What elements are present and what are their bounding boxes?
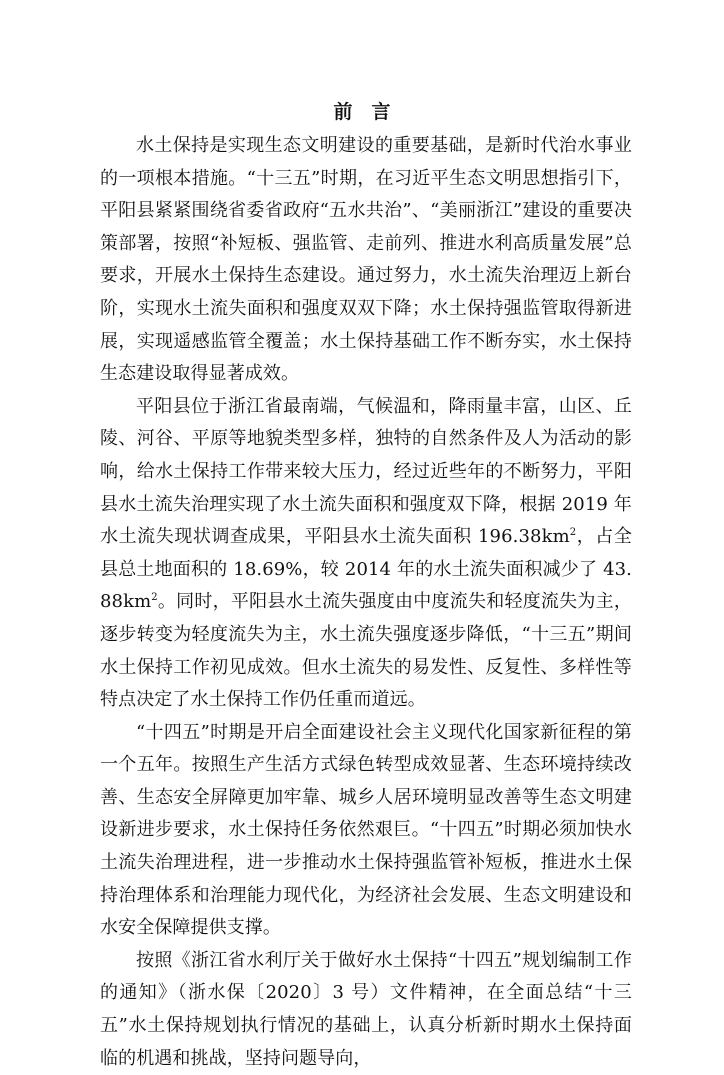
page-title: 前 言 bbox=[333, 101, 391, 123]
superscript-2: 2 bbox=[151, 592, 158, 604]
paragraph-3 bbox=[100, 717, 632, 945]
paragraph-1 bbox=[100, 130, 632, 391]
paragraph-1-text: 水土保持是实现生态文明建设的重要基础，是新时代治水事业的一项根本措施。“十三五”时期，在习近平生态文明思想指引下，平阳县紧紧围绕省委省政府“五水共治”、“美丽浙江”建设的重要决策部署，按照“补短板、强监管、走前列、推进水利高质量发展”总要求，开展水土保持生态建设。通过努力，水土流失治理迈上新台阶，实现水土流失面积和强度双双下降；水土保持强监管取得新进展，实现遥感监管全覆盖；水土保持基础工作不断夯实，水土保持生态建设取得显著成效。 bbox=[100, 135, 632, 385]
paragraph-2-text-a: 平阳县位于浙江省最南端，气候温和，降雨量丰富，山区、丘陵、河谷、平原等地貌类型多样，独特的自然条件及人为活动的影响，给水土保持工作带来较大压力，经过近些年的不断努力，平阳县水土流失治理实现了水土流失面积和强度双下降，根据 2019 年水土流失现状调查成果，平阳县水土流失面积 196.38km bbox=[100, 395, 632, 548]
paragraph-4 bbox=[100, 945, 632, 1075]
paragraph-2 bbox=[100, 391, 632, 717]
document-body bbox=[100, 130, 632, 1075]
paragraph-2-text-b: ，占全县总土地面积的 18.69%，较 2014 年的水土流失面积减少了 43.88km bbox=[100, 526, 632, 613]
paragraph-3-text: “十四五”时期是开启全面建设社会主义现代化国家新征程的第一个五年。按照生产生活方式绿色转型成效显著、生态环境持续改善、生态安全屏障更加牢靠、城乡人居环境明显改善等生态文明建设新进步要求，水土保持任务依然艰巨。“十四五”时期必须加快水土流失治理进程，进一步推动水土保持强监管补短板，推进水土保持治理体系和治理能力现代化，为经济社会发展、生态文明建设和水安全保障提供支撑。 bbox=[100, 721, 632, 939]
superscript-2: 2 bbox=[569, 527, 577, 539]
paragraph-2-text-c: 。同时，平阳县水土流失强度由中度流失和轻度流失为主，逐步转变为轻度流失为主，水土流失强度逐步降低，“十三五”期间水土保持工作初见成效。但水土流失的易发性、反复性、多样性等特点决定了水土保持工作仍任重而道远。 bbox=[100, 591, 632, 711]
paragraph-4-text: 按照《浙江省水利厅关于做好水土保持“十四五”规划编制工作的通知》（浙水保〔2020〕3 号）文件精神，在全面总结“十三五”水土保持规划执行情况的基础上，认真分析新时期水土保持面临的机遇和挑战，坚持问题导向， bbox=[100, 949, 632, 1069]
